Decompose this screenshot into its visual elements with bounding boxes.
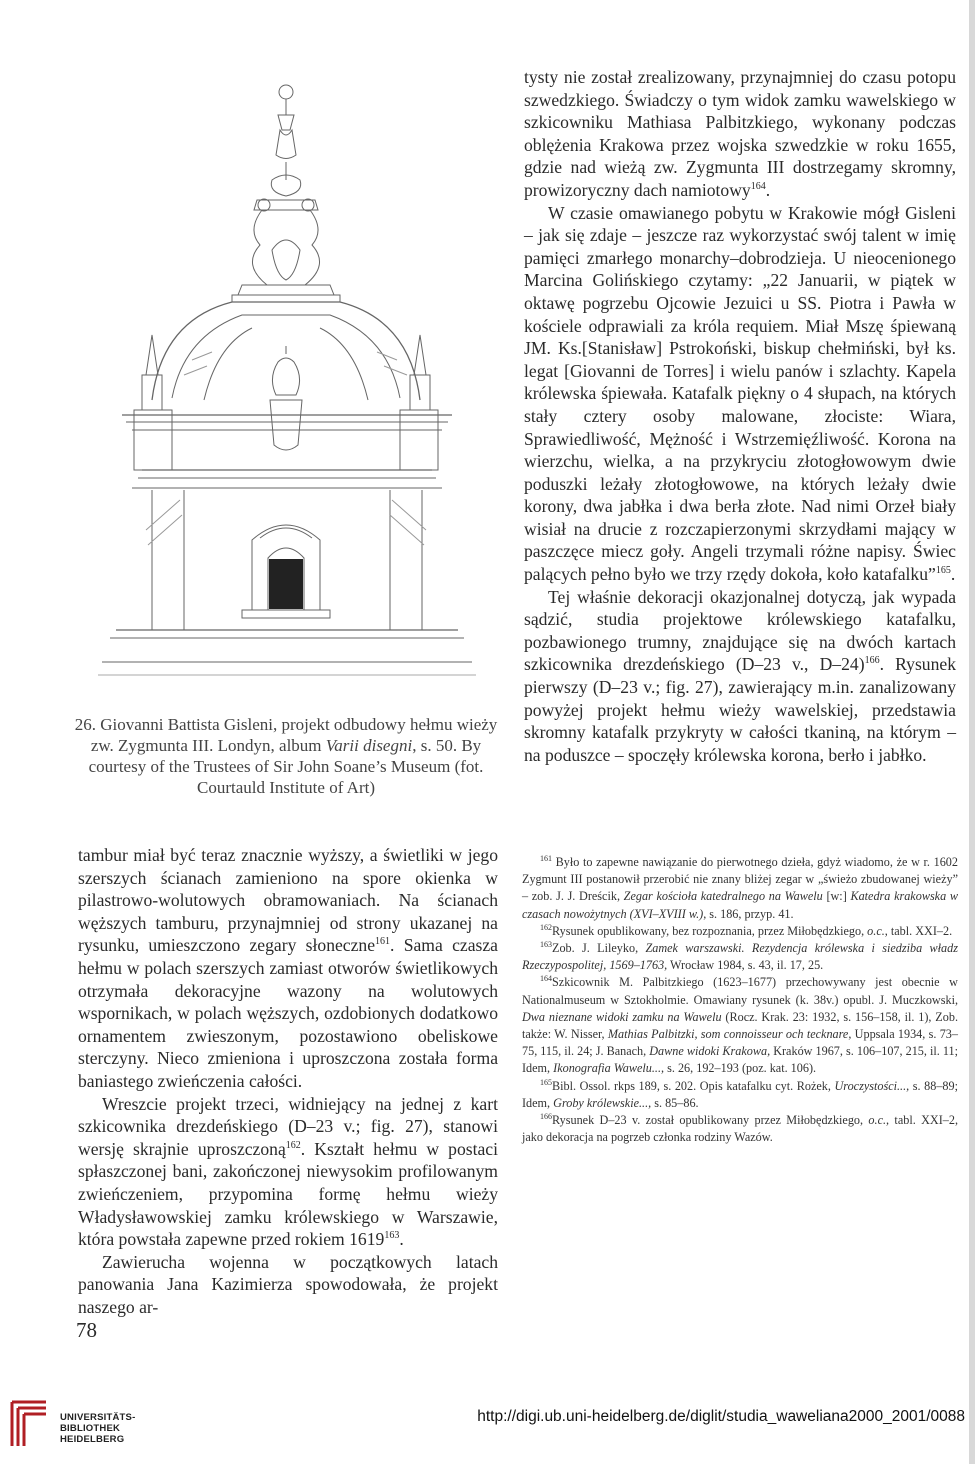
paragraph: W czasie omawianego pobytu w Krakowie mógł Gisleni – jak się zdaje – jeszcze raz wykorzystać swój talent w imię pamięci zmarłego monarchy–dobrodzieja. U nieocenionego Marcina Golińskiego czytamy: „22 Januarii, w piątek w oktawę pogrzebu Ojcowie Jezuici u SS. Piotra i Pawła w kościele odprawiali za króla requiem. Miał Mszę śpiewaną JM. Ks.[Stanisław] Pstrokoński, biskup chełmiński, był ks. legat [Giovanni de Torres] i wielu panów i szlachty. Kapela królewska śpiewała. Katafalk piękny o 4 słupach, na których stały cztery osoby malowane, złociste: Wiara, Sprawiedliwość, Mężność i Wstrzemięźliwość. Korona na wierzchu, wielka, a na przykryciu złotogłowowym dwie poduszki leżały złotogłowowe, na których leżały dwie korony, dwa jabłka i dwa berła złote. Nad nimi Orzeł biały wisiał na drucie z rozczapierzonymi skrzydłami mający w paszczęce miecz goły. Angeli trzymali różne napisy. Świec palących pełno było we trzy rzędy dokoła, koło katafalku”$^{165}$. bbox=[524, 202, 956, 585]
library-logo-icon bbox=[6, 1398, 56, 1450]
caption-text: 26. Giovanni Battista Gisleni, projekt odbudowy hełmu wieży zw. Zygmunta III. Londyn, album bbox=[74, 715, 498, 755]
paragraph: Zawierucha wojenna w początkowych latach panowania Jana Kazimierza spowodowała, że projekt naszego ar- bbox=[78, 1251, 498, 1317]
footnote-164: $^{164}$Szkicownik M. Palbitzkiego (1623–1677) przechowywany jest obecnie w Nationalmuseum w Sztokholmie. Omawiany rysunek (k. 38v.) opubl. J. Muczkowski, Dwa nieznane widoki zamku na Wawelu (Rocz. Krak. 23: 1932, s. 156–158, il. 1), Zob. także: W. Nisser, Mathias Palbitzki, som connoisseur och tecknare, Uppsala 1934, s. 73–75, 115, il. 24; J. Banach, Dawne widoki Krakowa, Kraków 1967, s. 106–107, 215, il. 11; Idem, Ikonografia Wawelu..., s. 26, 192–193 (poz. kat. 106). bbox=[522, 974, 958, 1076]
footnote-ref[interactable]: 162 bbox=[285, 1139, 301, 1151]
source-url-link[interactable]: http://digi.ub.uni-heidelberg.de/diglit/studia_waweliana2000_2001/0088 bbox=[477, 1408, 965, 1425]
footnote-ref[interactable]: 165 bbox=[935, 565, 951, 577]
window-opening bbox=[269, 559, 303, 609]
right-column-text bbox=[524, 66, 956, 766]
footnote-166: $^{166}$Rysunek D–23 v. został opublikowany przez Miłobędzkiego, o.c., tabl. XXI–2, jako dekoracja na pogrzeb członka rodziny Wazów. bbox=[522, 1111, 958, 1145]
caption-credit: , s. 50. By courtesy of the Trustees of Sir John Soane’s Museum (fot. Courtauld Institute of Art) bbox=[88, 736, 484, 797]
footnote-165: $^{165}$Bibl. Ossol. rkps 189, s. 202. Opis katafalku cyt. Rożek, Uroczystości..., s. 88–89; Idem, Groby królewskie..., s. 85–86. bbox=[522, 1077, 958, 1110]
page-number: 78 bbox=[76, 1318, 97, 1342]
figure-drawing bbox=[92, 70, 502, 710]
footnote-ref[interactable]: 161 bbox=[375, 936, 391, 948]
footnote-161: $^{161}$ Było to zapewne nawiązanie do pierwotnego dzieła, gdyż wiadomo, że w r. 1602 Zygmunt III postanowił przerobić nie znany bliżej zegar w „świeżo zbudowanej wieży” – zob. J. J. Dreścik, Zegar kościoła katedralnego na Wawelu [w:] Katedra krakowska w czasach nowożytnych (XVI–XVIII w.), s. 186, przyp. 41. bbox=[522, 853, 958, 921]
paragraph: Wreszcie projekt trzeci, widniejący na jednej z kart szkicownika drezdeńskiego (D–23 v.; fig. 27), stanowi wersję skrajnie uproszczoną$^{162}$. Kształt hełmu w postaci spłaszczonej bani, zakończonej niewysokim profilowanym zwieńczeniem, przypomina formę hełmu wieży Władysławowskiej zamku królewskiego w Warszawie, która powstała zapewne przed rokiem 1619$^{163}$. bbox=[78, 1093, 498, 1250]
footnote-163: $^{163}$Zob. J. Lileyko, Zamek warszawski. Rezydencja królewska i siedziba władz Rzeczypospolitej, 1569–1763, Wrocław 1984, s. 43, il. 17, 25. bbox=[522, 939, 958, 973]
footnote-ref[interactable]: 163 bbox=[384, 1230, 400, 1242]
library-name: UNIVERSITÄTS- BIBLIOTHEK HEIDELBERG bbox=[60, 1412, 136, 1445]
figure-caption bbox=[66, 714, 506, 798]
footnote-162: $^{162}$Rysunek opublikowany, bez rozpoznania, przez Miłobędzkiego, o.c., tabl. XXI–2. bbox=[540, 922, 953, 938]
paragraph: Tej właśnie dekoracji okazjonalnej dotyczą, jak wypada sądzić, studia projektowe królewskiego katafalku, pozbawionego trumny, znajdujące się na dwóch kartach szkicownika drezdeńskiego (D–23 v., D–24)$^{166}$. Rysunek pierwszy (D–23 v.; fig. 27), zawierający m.in. zanalizowany powyżej projekt hełmu wieży wawelskiej, przedstawia skromny katafalk przykryty w całości tkaniną, na którym – na poduszce – spoczęły królewska korona, berło i jabłko. bbox=[524, 586, 956, 765]
caption-album-title: Varii disegni bbox=[325, 736, 413, 755]
page-edge bbox=[969, 0, 975, 1464]
footnotes bbox=[522, 854, 958, 1146]
footnote-ref[interactable]: 166 bbox=[864, 655, 880, 667]
paragraph: tysty nie został zrealizowany, przynajmniej do czasu potopu szwedzkiego. Świadczy o tym widok zamku wawelskiego w szkicowniku Mathiasa Palbitzkiego, wykonany podczas oblężenia Krakowa przez wojska szwedzkie w roku 1655, gdzie nad wieżą zw. Zygmunta III dostrzegamy skromny, prowizoryczny dach namiotowy$^{164}$. bbox=[524, 67, 956, 200]
finial-ball bbox=[279, 85, 293, 99]
left-column-text bbox=[78, 844, 498, 1318]
paragraph: tambur miał być teraz znacznie wyższy, a świetliki w jego szerszych ścianach zamieniono na spore okienka w pilastrowo-wolutowych obramowaniach. Na ścianach węższych tamburu, przynajmniej od strony ukazanej na rysunku, umieszczono zegary słoneczne$^{161}$. Sama czasza hełmu w polach szerszych zamiast otworów świetlikowych otrzymała dekoracyjne wazony na wolutowych wspornikach, w polach węższych, ozdobionych dodatkowo ornamentem zwieszonym, pozostawiono obeliskowe sterczyny. Nieco zmieniona i uproszczona została forma baniastego zwieńczenia całości. bbox=[78, 845, 498, 1091]
footnote-ref[interactable]: 164 bbox=[750, 181, 766, 193]
